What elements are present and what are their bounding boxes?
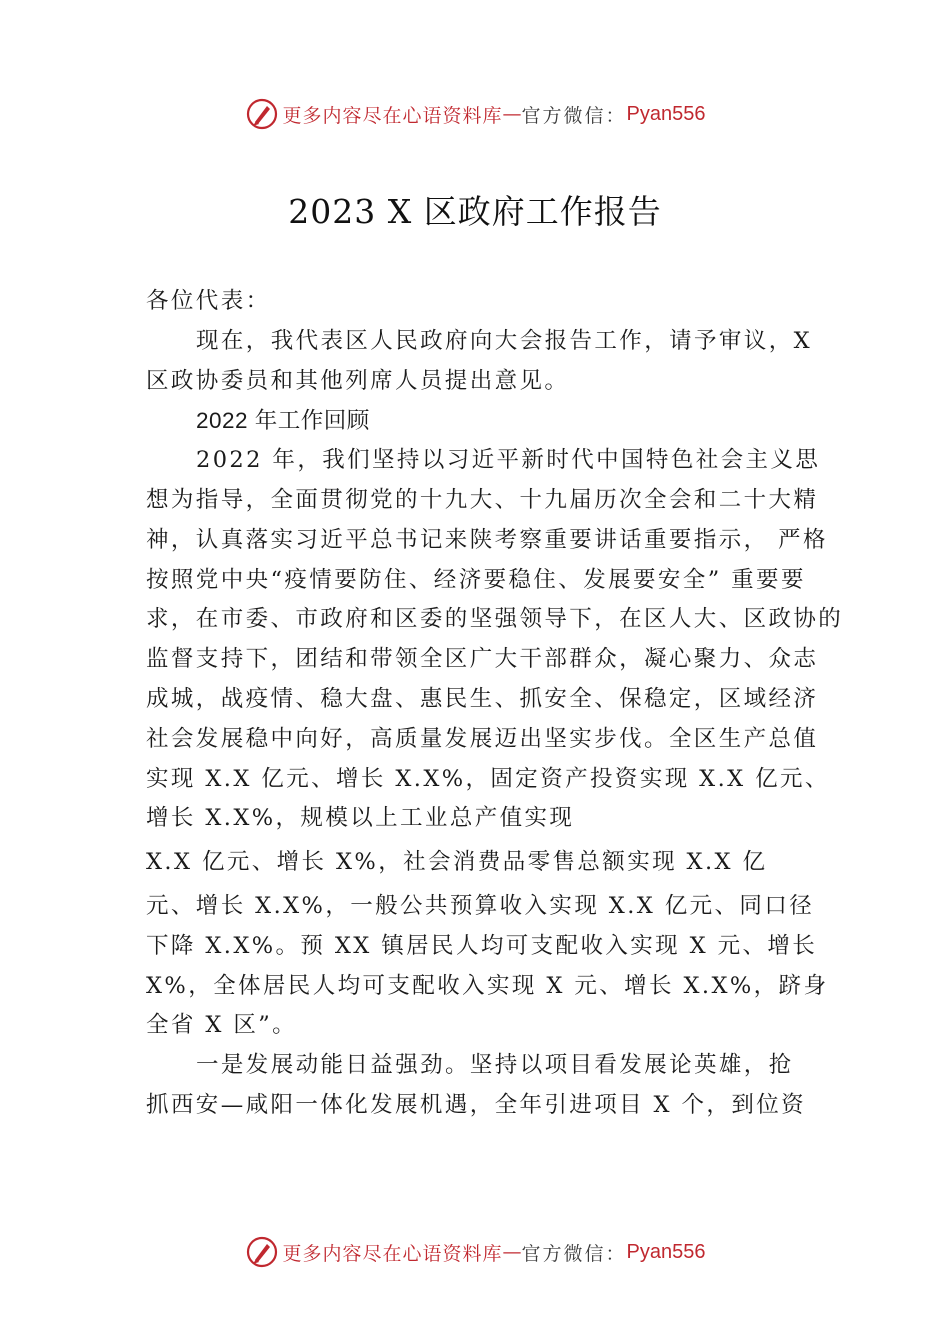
paragraph-line: 抓西安—咸阳一体化发展机遇，全年引进项目 X 个，到位资 [146, 1091, 807, 1118]
pen-logo-icon [245, 1235, 279, 1269]
paragraph-line: 按照党中央“疫情要防住、经济要稳住、发展要安全” 重要要 [146, 566, 806, 593]
document-title: 2023 X 区政府工作报告 [288, 192, 662, 231]
paragraph-line: 神，认真落实习近平总书记来陕考察重要讲话重要指示， 严格 [146, 526, 828, 553]
paragraph-line: 社会发展稳中向好，高质量发展迈出坚实步伐。全区生产总值 [146, 725, 819, 752]
pen-logo-icon [245, 97, 279, 131]
paragraph-line: 区政协委员和其他列席人员提出意见。 [146, 367, 570, 394]
paragraph-line: 求，在市委、市政府和区委的坚强领导下，在区人大、区政协的 [146, 606, 844, 633]
paragraph-line: 全省 X 区”。 [146, 1012, 298, 1039]
watermark-dash: — [502, 1241, 522, 1263]
watermark-label: 官方微信： [521, 104, 627, 127]
watermark-wechat-id: Pyan556 [626, 102, 706, 125]
paragraph-line: 现在，我代表区人民政府向大会报告工作，请予审议，X [196, 327, 813, 354]
watermark-wechat-id: Pyan556 [626, 1240, 706, 1263]
paragraph-line: X%，全体居民人均可支配收入实现 X 元、增长 X.X%，跻身 [146, 972, 829, 999]
watermark-banner-bottom [0, 1232, 950, 1272]
section-heading: 2022 年工作回顾 [196, 408, 370, 434]
paragraph-line: 一是发展动能日益强劲。坚持以项目看发展论英雄，抢 [196, 1052, 794, 1079]
watermark-label: 官方微信： [521, 1242, 627, 1265]
paragraph-line: 下降 X.X%。预 XX 镇居民人均可支配收入实现 X 元、增长 [146, 932, 818, 959]
paragraph-line: 2022 年，我们坚持以习近平新时代中国特色社会主义思 [196, 447, 821, 474]
paragraph-line: 增长 X.X%，规模以上工业总产值实现 [146, 805, 575, 832]
paragraph-line: 想为指导，全面贯彻党的十九大、十九届历次全会和二十大精 [146, 486, 819, 513]
paragraph-line: X.X 亿元、增长 X%，社会消费品零售总额实现 X.X 亿 [146, 849, 768, 876]
paragraph-line: 元、增长 X.X%，一般公共预算收入实现 X.X 亿元、同口径 [146, 892, 815, 919]
watermark-main-text: 更多内容尽在心语资料库 [282, 104, 503, 127]
salutation-line: 各位代表： [146, 288, 271, 314]
document-body [146, 282, 844, 1126]
paragraph-line: 监督支持下，团结和带领全区广大干部群众，凝心聚力、众志 [146, 646, 819, 673]
watermark-dash: — [502, 103, 522, 125]
watermark-banner-top [0, 94, 950, 134]
paragraph-line: 实现 X.X 亿元、增长 X.X%，固定资产投资实现 X.X 亿元、 [146, 765, 830, 792]
watermark-main-text: 更多内容尽在心语资料库 [282, 1242, 503, 1265]
paragraph-line: 成城，战疫情、稳大盘、惠民生、抓安全、保稳定，区域经济 [146, 685, 819, 712]
